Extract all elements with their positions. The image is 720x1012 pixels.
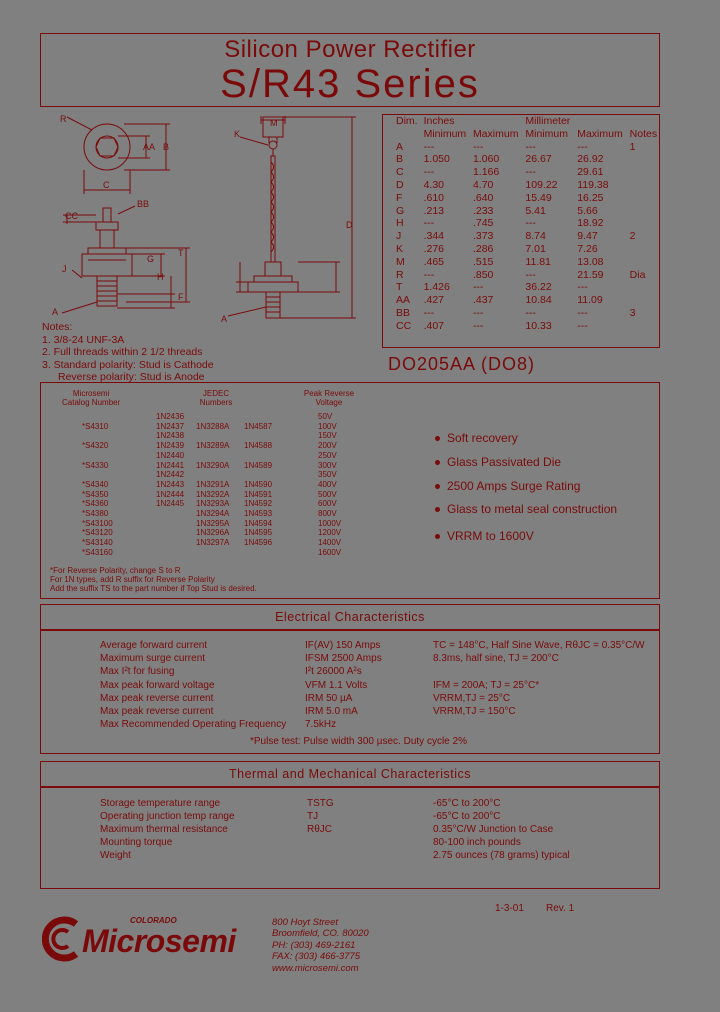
dim-table-cell: R [396,268,404,281]
dim-table-cell: --- [423,140,435,153]
note-item: Reverse polarity: Stud is Anode [58,371,205,383]
dim-table-cell: 8.74 [525,230,546,243]
catalog-cell: *S4360 [82,499,109,509]
electrical-title-box [40,604,660,630]
feature-text: Glass to metal seal construction [447,502,618,516]
dim-table-cell: --- [423,306,435,319]
catalog-footnote: For 1N types, add R suffix for Reverse Polarity [50,575,215,585]
electrical-cell: Max peak forward voltage [100,679,215,691]
note-item: 1. 3/8-24 UNF-3A [42,333,125,346]
catalog-cell: 1N3293A [196,499,230,509]
catalog-cell: *S4310 [82,421,109,431]
dim-table-row [384,141,659,154]
dim-table-body [384,141,659,333]
dim-table-cell: --- [423,217,435,230]
revision-number: Rev. 1 [546,903,575,914]
bullet-icon [435,460,440,465]
dim-label-F: F [178,292,184,302]
feature-text: Glass Passivated Die [447,455,562,469]
dim-table-cell: C [396,166,404,179]
catalog-cell: *S4330 [82,460,109,470]
feature-item [435,529,534,543]
thermal-cell: TJ [307,811,319,822]
catalog-cell: 1200V [318,528,342,538]
catalog-col1-header [62,389,120,407]
dim-table-cell [626,205,659,218]
dim-table-cell: .286 [472,242,494,255]
dim-table-cell: --- [525,268,536,281]
dim-subheader-cell: Notes [629,127,658,140]
logo-small-text: COLORADO [130,916,177,925]
thermal-cell: Maximum thermal resistance [100,824,228,835]
dim-table-cell [626,320,659,333]
dim-subheader-cell: Minimum [423,127,467,140]
address-line: PH: (303) 469-2161 [272,939,356,951]
catalog-col2-header-line: Numbers [199,398,233,408]
dim-table-cell: 7.01 [525,242,546,255]
dim-table-cell: Dia [629,268,646,281]
dim-table-cell: 15.49 [525,191,552,204]
dim-table-cell: --- [525,140,536,153]
catalog-footnote: *For Reverse Polarity, change S to R [50,566,181,575]
catalog-cell: 600V [318,499,337,509]
dim-table-cell [626,192,659,205]
feature-text: 2500 Amps Surge Rating [447,479,581,493]
dim-table-cell: 16.25 [577,191,604,204]
dim-table-cell: B [396,153,404,166]
thermal-title: Thermal and Mechanical Characteristics [228,767,471,781]
electrical-cell: Max I²t for fusing [100,666,175,678]
catalog-footnote: Add the suffix TS to the part number if Top Stud is desired. [50,584,257,594]
dim-table-cell: G [396,204,405,217]
title-line1: Silicon Power Rectifier [224,36,476,63]
dim-subheader-cell: Maximum [472,127,519,140]
dim-label-G: G [147,254,155,264]
thermal-cell: 2.75 ounces (78 grams) typical [433,850,570,861]
dim-table-cell: --- [472,306,484,319]
catalog-cell: 1N4594 [244,518,273,528]
catalog-cell: 1N4587 [244,421,273,431]
dim-table-cell: T [396,281,403,294]
dim-table-cell: .850 [472,268,494,281]
dim-table-cell: 1.050 [423,153,450,166]
catalog-cell: 1N2442 [156,470,185,480]
dim-subheader-cell: Maximum [577,127,623,140]
dim-label-A-right: A [221,314,228,324]
dim-label-H: H [157,272,164,282]
catalog-cell: 1N3296A [196,528,230,538]
dim-table-cell: --- [472,140,484,153]
thermal-cell: TSTG [307,798,334,809]
dim-table-cell: AA [396,294,411,307]
thermal-cell: Weight [100,850,131,861]
dim-table-cell: .213 [423,204,445,217]
microsemi-logo-icon [42,916,82,962]
dim-table-row [384,294,659,307]
dim-table-cell: M [396,255,405,268]
dim-table-cell: 10.33 [525,319,552,332]
dim-table-cell: .465 [423,255,445,268]
catalog-cell: 1N2441 [156,460,185,470]
dim-table-row [384,179,659,192]
dim-label-AA: AA [143,142,156,152]
dim-table-cell: 109.22 [525,178,558,191]
dim-table-cell [626,243,659,256]
dim-table-cell [626,166,659,179]
dim-label-J: J [62,264,67,274]
catalog-cell: 1600V [318,547,342,557]
electrical-cell: VRRM,TJ = 150°C [433,706,516,717]
dim-subheader-cell: Minimum [525,127,568,140]
dim-table-cell: 11.81 [525,255,551,268]
dim-label-C: C [103,180,110,190]
catalog-cell: 800V [318,509,337,518]
dim-table-cell: CC [396,319,412,332]
dim-table-cell: --- [525,306,536,319]
dim-header-cell: Millimeter [525,115,571,127]
dim-table-row [384,281,659,294]
electrical-cell: Max peak reverse current [100,692,214,704]
dim-table-cell: --- [525,217,536,230]
catalog-col2-header [196,389,236,407]
catalog-cell: 1N4595 [244,528,273,538]
catalog-cell: 500V [318,489,337,499]
catalog-cell: 1N3291A [196,479,230,489]
catalog-cell: 1N4592 [244,499,273,509]
dim-label-T: T [178,248,184,258]
dim-table-row [384,230,659,243]
catalog-footnotes [50,566,257,594]
dim-table-cell: D [396,178,404,191]
dim-header-cell: Inches [423,115,455,127]
note-item: 2. Full threads within 2 1/2 threads [42,346,203,358]
catalog-cell: 100V [318,421,337,431]
dim-table-cell: .407 [423,319,445,332]
thermal-cell: Operating junction temp range [100,811,235,822]
catalog-cell: *S4380 [82,509,109,518]
electrical-cell: IF(AV) 150 Amps [305,640,381,651]
thermal-title-box [40,761,660,787]
catalog-cell: *S4350 [82,489,109,499]
dim-table-cell: K [396,242,404,255]
dim-label-R: R [60,114,67,124]
dim-table-cell [626,256,659,269]
electrical-cell: Maximum surge current [100,653,206,665]
catalog-cell: *S43140 [82,538,113,548]
address-line: 800 Hoyt Street [272,917,339,928]
dim-table-cell: .640 [472,191,494,204]
dim-table-cell: --- [472,319,484,332]
dim-table-row [384,269,659,282]
dim-table-cell: 29.61 [577,166,604,179]
catalog-cell: 1N4593 [244,509,273,518]
catalog-cell: 50V [318,412,333,421]
thermal-cell: -65°C to 200°C [433,798,501,809]
dim-table-cell: .276 [423,242,445,255]
dim-table-cell: .437 [472,294,494,307]
catalog-cell: 300V [318,460,337,470]
dim-table-cell [626,179,659,192]
dim-table-cell: --- [577,140,588,153]
catalog-cell: 1N2436 [156,412,185,421]
catalog-cell: *S43160 [82,547,113,557]
catalog-cell: 1N2445 [156,499,185,509]
dim-table-cell: .610 [423,191,445,204]
catalog-cell: 1N2443 [156,479,185,489]
catalog-cell: 1N3288A [196,421,230,431]
thermal-cell: RθJC [307,824,333,835]
feature-text: Soft recovery [447,431,518,445]
catalog-cell: 1N3290A [196,460,230,470]
dim-table-cell: 5.41 [525,204,546,217]
dim-table-cell: --- [577,319,588,332]
dim-table-cell: .515 [472,255,494,268]
bullet-icon [435,484,440,489]
dim-table-cell: --- [472,281,484,294]
dim-table-cell: BB [396,306,411,319]
electrical-cell: I²t 26000 A²s [305,666,362,678]
catalog-cell: 150V [318,431,337,441]
revision-date: 1-3-01 [495,903,524,914]
electrical-cell: TC = 148°C, Half Sine Wave, RθJC = 0.35°C/W [433,640,645,651]
catalog-cell: *S43100 [82,518,113,528]
catalog-col1-header-line: Microsemi [72,389,110,398]
electrical-cell: IRM 50 µA [305,692,353,704]
catalog-cell: 1N4589 [244,460,273,470]
dim-table-cell: --- [577,306,588,319]
dim-table-row [384,320,659,333]
dim-table-cell: .427 [423,294,445,307]
catalog-cell: *S43120 [82,528,113,538]
dim-table-cell: H [396,217,404,230]
dim-subheader-row [384,128,659,141]
catalog-cell: 1N2444 [156,489,185,499]
notes-block [42,321,214,384]
catalog-cell: 250V [318,450,337,460]
dim-table-cell: --- [423,268,435,281]
catalog-cell: 1N3294A [196,509,230,518]
notes-title: Notes: [42,321,73,333]
feature-item [435,431,518,445]
catalog-cell: 1N4590 [244,479,273,489]
company-address [272,917,369,974]
catalog-cell: 1N2437 [156,421,185,431]
bullet-icon [435,534,440,539]
dim-table-cell: 4.70 [472,178,494,191]
dim-table-cell: F [396,191,403,204]
dim-table-cell: 119.38 [577,178,609,191]
catalog-cell: 1N4596 [244,538,273,548]
address-line: www.microsemi.com [272,962,359,974]
catalog-cell: 1N3292A [196,489,230,499]
catalog-cell: 1N3297A [196,538,230,548]
logo-text: Microsemi [82,923,236,959]
bullet-icon [435,436,440,441]
dim-label-BB: BB [137,199,150,209]
address-line: Broomfield, CO. 80020 [272,928,369,940]
catalog-col1-header-line: Catalog Number [62,398,121,408]
catalog-col3-header [298,389,360,407]
dim-label-K: K [234,129,241,139]
dim-table-cell [626,281,659,294]
dim-table-cell: .745 [472,217,494,230]
catalog-cell: 200V [318,441,337,451]
electrical-cell: 8.3ms, half sine, TJ = 200°C [433,653,559,665]
electrical-cell: VFM 1.1 Volts [305,679,368,691]
title-line2: S/R43 Series [220,62,480,106]
dim-table-cell: 1 [629,140,636,153]
electrical-cell: VRRM,TJ = 25°C [433,692,511,704]
electrical-cell: Max Recommended Operating Frequency [100,719,287,731]
catalog-cell: 1N2439 [156,441,185,451]
dim-label-CC: CC [65,211,78,221]
dim-table-row [384,307,659,320]
electrical-cell: IFSM 2500 Amps [305,653,382,665]
header-box [40,33,660,107]
electrical-cell: IRM 5.0 mA [305,706,358,717]
catalog-col3-header-line: Peak Reverse [303,389,355,398]
feature-item [435,502,617,516]
bullet-icon [435,507,440,512]
dim-table-cell: .344 [423,230,445,243]
pulse-note: *Pulse test: Pulse width 300 µsec. Duty cycle 2% [250,736,467,747]
address-line: FAX: (303) 466-3775 [272,951,361,963]
dim-table-cell: 10.84 [525,294,552,307]
electrical-cell: IFM = 200A; TJ = 25°C* [433,679,540,691]
electrical-cell: Average forward current [100,640,208,651]
thermal-cell: Mounting torque [100,837,173,848]
catalog-cell: 1400V [318,538,342,548]
dim-table-cell: 7.26 [577,242,598,255]
dim-table-cell: 11.09 [577,294,603,307]
package-label: DO205AA (DO8) [388,354,536,374]
dim-table-cell: 18.92 [577,217,604,230]
note-item: 3. Standard polarity: Stud is Cathode [42,358,214,371]
catalog-col2-header-line: JEDEC [202,389,230,398]
electrical-cell: 7.5kHz [305,719,337,731]
dim-header-row [384,115,659,128]
dim-table-row [384,243,659,256]
dim-table-cell: J [396,230,402,243]
thermal-cell: 80-100 inch pounds [433,837,521,848]
catalog-cell: 1000V [318,518,342,528]
dim-table-cell: 5.66 [577,204,598,217]
dim-table-row [384,217,659,230]
catalog-cell: *S4340 [82,479,109,489]
catalog-cell: 400V [318,479,337,489]
dim-table-cell: 4.30 [423,178,445,191]
dim-label-B: B [163,142,170,152]
dim-table-row [384,153,659,166]
dim-table-cell: .233 [472,204,494,217]
dim-table-cell: 3 [629,306,636,319]
catalog-col3-header-line: Voltage [315,398,343,408]
dim-header-cell: Dim. [396,115,418,127]
dim-label-M: M [270,118,278,128]
electrical-title: Electrical Characteristics [275,610,425,624]
catalog-cell: 1N4591 [244,489,273,499]
dim-table-cell: 13.08 [577,255,604,268]
dim-table-cell [626,217,659,230]
dim-table-cell [626,153,659,166]
dim-table-cell: .373 [472,230,494,243]
dim-table-cell: A [396,140,404,153]
dim-table-row [384,256,659,269]
dim-label-A-left: A [52,307,59,317]
catalog-cell: 1N3295A [196,518,230,528]
dim-table-cell: --- [525,166,536,179]
thermal-cell: Storage temperature range [100,798,221,809]
dim-table-cell: 9.47 [577,230,598,243]
dim-table-cell [626,294,659,307]
dim-table-cell: 1.426 [423,281,450,294]
catalog-cell: 1N4588 [244,441,273,451]
catalog-cell: 1N2438 [156,431,185,441]
thermal-cell: -65°C to 200°C [433,811,501,822]
dim-table-cell: 36.22 [525,281,552,294]
feature-item [435,455,561,469]
dim-label-D: D [346,220,353,230]
catalog-cell: 350V [318,470,337,480]
dim-table-row [384,205,659,218]
catalog-cell: *S4320 [82,441,109,451]
dim-table-cell: 1.060 [472,153,500,166]
dim-table-row [384,166,659,179]
dim-table-cell: 1.166 [472,166,500,179]
catalog-cell: 1N2440 [156,450,185,460]
feature-text: VRRM to 1600V [447,529,534,543]
electrical-cell: Max peak reverse current [100,706,214,717]
dim-table-cell: 2 [629,230,636,243]
dimension-table [384,115,659,333]
thermal-cell: 0.35°C/W Junction to Case [433,824,554,835]
dim-table-row [384,192,659,205]
catalog-cell: 1N3289A [196,441,230,451]
dim-table-cell: --- [577,281,588,294]
feature-item [435,479,580,493]
dim-table-cell: --- [423,166,435,179]
dim-table-cell: 26.67 [525,153,552,166]
dim-table-cell: 26.92 [577,153,604,166]
package-outline-drawing [40,112,380,327]
dim-table-cell: 21.59 [577,268,604,281]
